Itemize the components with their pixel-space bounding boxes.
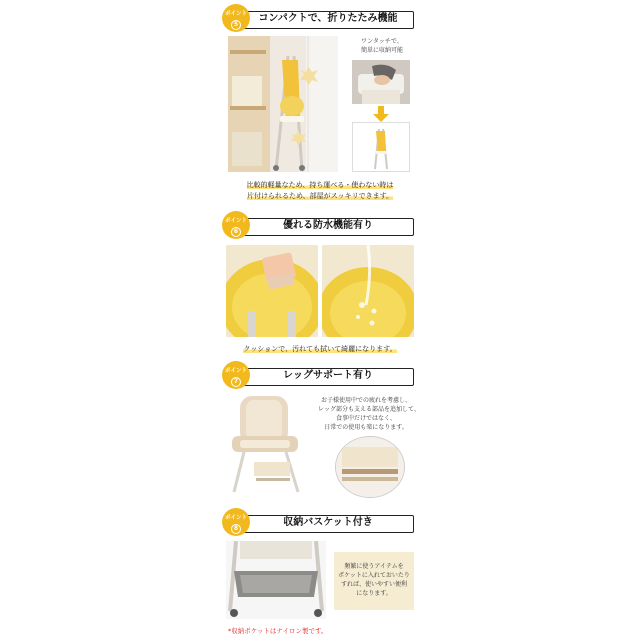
note-line: ポケットに入れておいたり xyxy=(338,572,410,579)
note-line: 頻繁に使うアイテムを xyxy=(344,563,404,570)
wipe-cushion-photo xyxy=(226,245,318,337)
folded-chair-small-photo xyxy=(352,122,410,172)
point-badge xyxy=(222,4,250,32)
section-title: 収納バスケット付き xyxy=(283,517,373,528)
leg-support-closeup-photo xyxy=(335,436,405,498)
arrow-down-icon xyxy=(373,106,389,122)
section-header-point6 xyxy=(222,211,414,239)
badge-label: ポイント xyxy=(224,368,247,374)
badge-number: 8 xyxy=(231,524,241,534)
section-title: コンパクトで、折りたたみ機能 xyxy=(258,13,398,24)
badge-label: ポイント xyxy=(224,11,247,17)
one-touch-note xyxy=(352,37,412,55)
caption-line: 比較的軽量なため、持ち運べる・使わない時は xyxy=(246,181,394,189)
section-header-point8 xyxy=(222,508,414,536)
badge-number: 5 xyxy=(231,20,241,30)
storage-note xyxy=(334,562,414,598)
badge-number: 6 xyxy=(231,227,241,237)
nylon-warning: *収納ポケットはナイロン製です。 xyxy=(228,627,328,635)
section-title: レッグサポート有り xyxy=(283,370,373,381)
point6-caption xyxy=(230,344,410,355)
point-badge xyxy=(222,508,250,536)
section-title: 優れる防水機能有り xyxy=(283,220,373,231)
point-badge xyxy=(222,361,250,389)
badge-label: ポイント xyxy=(224,515,247,521)
water-drops-photo xyxy=(322,245,414,337)
note-line: になります。 xyxy=(356,590,392,597)
note-line: ワンタッチで、 xyxy=(361,38,403,45)
fold-action-photo xyxy=(352,60,410,104)
point-badge xyxy=(222,211,250,239)
folded-chair-photo xyxy=(228,36,338,172)
section-header-point5 xyxy=(222,4,414,32)
badge-label: ポイント xyxy=(224,218,247,224)
section-header-point7 xyxy=(222,361,414,389)
point5-caption xyxy=(230,180,410,202)
note-line: レッグ部分も支える部品を追加して、 xyxy=(318,406,420,413)
badge-number: 7 xyxy=(231,377,241,387)
caption-line: クッションで、汚れても拭いて綺麗になります。 xyxy=(243,345,397,353)
leg-support-note xyxy=(318,396,420,432)
note-line: すれば、使いやすい便利 xyxy=(340,581,407,588)
caption-line: 片付けられるため、部屋がスッキリできます。 xyxy=(246,192,394,200)
note-line: 簡単に収納可能 xyxy=(360,47,403,54)
high-chair-leg-support-photo xyxy=(226,392,326,496)
note-line: 日常での使用も楽になります。 xyxy=(324,424,408,431)
note-line: お子様使用中での疲れを考慮し、 xyxy=(320,397,411,404)
storage-basket-photo xyxy=(226,541,326,619)
note-line: 食事中だけではなく、 xyxy=(336,415,396,422)
